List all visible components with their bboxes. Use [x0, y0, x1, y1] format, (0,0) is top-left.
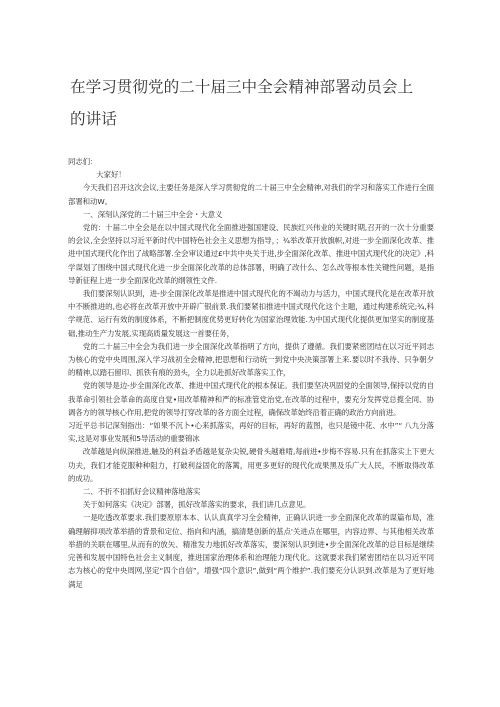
paragraph-list [68, 181, 434, 590]
body-paragraph: 党的二十届三中全会为我们进一步全面深化改革指明了方向，提供了遵循。我们要紧密团结在以习近平同志为核心的党中央周围,深入学习战初全会精神,把思想和行动统一到党中央决策部署上来.要以时不我待、只争朝夕的精神,以踏石留印、抓铁有痕的劲头，全力以赴抓好改革落实工作， [68, 341, 434, 378]
title-line-2: 的讲话 [70, 110, 117, 128]
document-body [68, 155, 434, 591]
body-paragraph: 二、不折不扣抓好会议精神落地落实 [82, 487, 201, 497]
body-paragraph: 我们要深刻认识到，进-步全面深化改革是推进中国式现代化的不竭动力与活力，中国式现代化是在改革开放中不断推进的,也必将在改革开放中开辟广银前景.我们要紧扣推进中国式现代化这个主题，通过构建系统完;¾,科学规范、运行有效的制度体系，不断把制度优势更好转化为国家治理效能.为中国式现代化提供更加坚实的制度基础,推动生产力发展,实现高质量发展这一首要任务， [68, 289, 434, 338]
title-line-1: 在学习贯彻党的二十届三中全会精神部署动员会上 [70, 78, 414, 96]
body-paragraph: 习近平总书记深刻指出：“如果不沉卜•心来抓落实，再好的目标，再好的蓝图，也只是镜中花、水中”“ 八九分落实,这是对事业发展和5导活动的重要锦冰 [68, 421, 434, 444]
greeting: 大家好！ [96, 170, 126, 180]
body-paragraph: 一是吃透改革要求.我们要原原本本、认认真真学习全会精神，正确认识进一步全面深化改革的谋篇布局，准确理解抑项改革举措的背景和定位、指向和内涵，搞清楚创新的基点'关进点在哪里，内容边界、与其他相关改革举措的关联在哪里,从而有的放矢、精准发力地抓好改革落实，要深刻认识到进•步全面深化改革的总目标是继续完善和发展中国特色社会主义制度，推进国家治理体系和治理能力现代化。这就要求我们紧密团结在以习近平同志为核心的党中央周网,坚定“四个自信”，增强“四个意识”,做到“两个维护”.我们要充分认识到.改革是为了更好地满足 [68, 513, 434, 589]
body-paragraph: 今天我们召开这次会议,主要任务是深入学习贯彻党的二十届三中全会精神,对我们的学习和落实工作进行全面部署和动W。 [68, 183, 434, 206]
body-paragraph: 党的领导是边-步全面深化改革、推进中国式现代化的根本保证。我们要坚决巩固党的全面领导,保持以党的自我革命引领社会革命的高度自觉•用改革精神和严的标准管党治党,在改革的过程中，要充分发挥党总揽全同、协调各方的领导核心作用,把党的领导打穿改革的各方面全过程，确保改革始终沿着正确的政治方向前进。 [68, 381, 434, 417]
body-paragraph: 关于如何落实《决定》部署，抓好改革落实的要求，我们讲几点意见。 [82, 500, 311, 510]
body-paragraph: 一、深刻认深党的二十届三中全会・大意义 [82, 209, 223, 219]
body-paragraph: 改革越是向纵深推进,触及的利益矛盾越是复杂尖锐,硬骨头越难啃,每前进•步梅不容易.只有在抓落实上下更大功夫，我们才能克服种种阻力，打破利益固化的落篱，用更多更好的现代化成果黑及乐广大人民，不断取得改革的成功。 [68, 447, 434, 483]
body-paragraph: 党的：十届二中全会是在以中国式现代化全面推进强国建设、民族红兴伟业的关键时期,召开的一次十分重要的会议,全会坚持以习近平新时代中国特色社会主义思想为指导，；¾举改革开放旗帜,对进一步全面深化改革、推进中国式现代化作出了战略部署.全会审议通过£中共中央关于进,步全面深化改革、推进中国式现代化的决定》,科学谋划了围绕中国式现代化进一步全面深化改革的总体部署，明确了改什么、怎么改等根本性关键性问题，是指导新征程上进一步全面深化改革的纲领性文件. [68, 223, 434, 285]
salutation: 同志们： [68, 157, 98, 166]
document-title [70, 72, 434, 135]
